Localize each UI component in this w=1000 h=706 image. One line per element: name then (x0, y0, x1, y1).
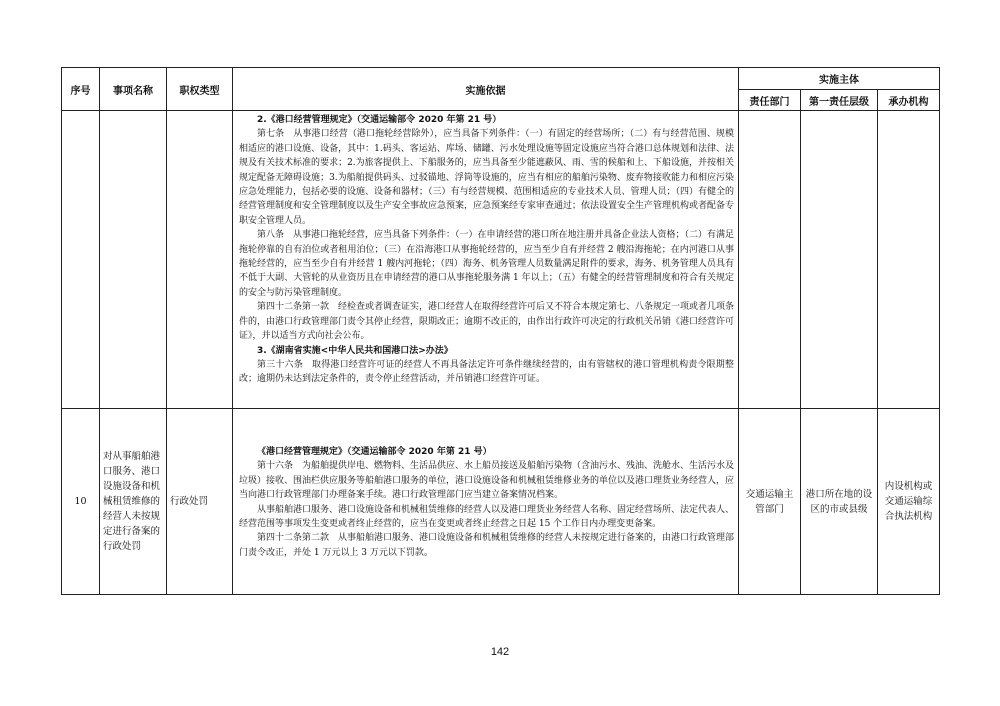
header-resp-dept: 责任部门 (739, 90, 801, 111)
header-basis: 实施依据 (233, 68, 739, 111)
row2-seq: 10 (62, 409, 100, 595)
header-seq: 序号 (62, 68, 100, 111)
header-subject: 实施主体 (739, 68, 940, 90)
row2-first-level: 港口所在地的设区的市或县级 (801, 409, 878, 595)
row2-resp-dept: 交通运输主管部门 (739, 409, 801, 595)
row1-article-42: 第四十二条第一款 经检查或者调查证实，港口经营人在取得经营许可后又不符合本规定第七、八条规定一项或者几项条件的，由港口行政管理部门责令其停止经营，限期改正；逾期不改正的，由作出行政许可决定的行政机关吊销《港口经营许可证》，并以适当方式向社会公布。 (239, 302, 735, 342)
row1-seq-cell (62, 111, 100, 409)
row2-power-type: 行政处罚 (167, 409, 233, 595)
row2-article-16: 第十六条 为船舶提供岸电、燃物料、生活品供应、水上船员接送及船舶污染物（含油污水、残油、洗舱水、生活污水及垃圾）接收、围油栏供应服务等船舶港口服务的单位，港口设施设备和机械租赁维修业务的单位以及港口理货业务经营人，应当向港口行政管理部门办理备案手续。港口行政管理部门应当建立备案情况档案。 (239, 461, 735, 501)
row1-section-3-title: 3.《湖南省实施<中华人民共和国港口法>办法》 (257, 345, 453, 356)
row1-first-level-cell (801, 111, 878, 409)
enforcement-table (61, 67, 940, 595)
header-item-name: 事项名称 (100, 68, 167, 111)
row1-item-name-cell (100, 111, 167, 409)
header-row-1 (62, 68, 940, 90)
row1-resp-dept-cell (739, 111, 801, 409)
table-row (62, 111, 940, 409)
row1-article-36: 第三十六条 取得港口经营许可证的经营人不再具备法定许可条件继续经营的，由有管辖权的港口管理机构责令限期整改；逾期仍未达到法定条件的，责令停止经营活动，并吊销港口经营许可证。 (239, 359, 734, 385)
page-number: 142 (490, 646, 510, 658)
row2-regulation-title: 《港口经营管理规定》（交通运输部令 2020 年第 21 号） (257, 446, 492, 457)
row1-article-7: 第七条 从事港口经营（港口拖轮经营除外），应当具备下列条件：（一）有固定的经营场所；（二）有与经营范围、规模相适应的港口设施、设备，其中：1.码头、客运站、库场、储罐、污水处理设施等固定设施应当符合港口总体规划和法律、法规及有关技术标准的要求；2.为旅客提供上、下船服务的，应当具备至少能遮蔽风、雨、雪的候船和上、下船设施，并按相关规定配备无障碍设施；3.为船舶提供码头、过驳锚地、浮筒等设施的，应当有相应的船舶污染物、废弃物接收能力和相应污染应急处理能力，包括必要的设施、设备和器材；（三）有与经营规模、范围相适应的专业技术人员、管理人员；（四）有健全的经营管理制度和安全管理制度以及生产安全事故应急预案，应急预案经专家审查通过；依法设置安全生产管理机构或者配备专职安全管理人员。 (239, 129, 735, 226)
table-row (62, 409, 940, 595)
row1-section-2-title: 2.《港口经营管理规定》（交通运输部令 2020 年第 21 号） (257, 115, 502, 125)
row1-power-type-cell (167, 111, 233, 409)
header-handling-org: 承办机构 (878, 90, 940, 111)
row2-article-42: 第四十二条第二款 从事船舶港口服务、港口设施设备和机械租赁维修的经营人未按规定进行备案的，由港口行政管理部门责令改正，并处 1 万元以上 3 万元以下罚款。 (239, 533, 735, 558)
row2-article-16-cont: 从事船舶港口服务、港口设施设备和机械租赁维修的经营人以及港口理货业务经营人名称、固定经营场所、法定代表人、经营范围等事项发生变更或者终止经营的，应当在变更或者终止经营之日起 15 个工作日内办理变更备案。 (239, 504, 735, 529)
header-first-level: 第一责任层级 (801, 90, 878, 111)
row1-basis-cell (233, 111, 739, 409)
row2-basis-cell (233, 409, 739, 595)
row2-handling-org: 内设机构或交通运输综合执法机构 (878, 409, 940, 595)
row2-item-name: 对从事船舶港口服务、港口设施设备和机械租赁维修的经营人未按规定进行备案的行政处罚 (100, 409, 167, 595)
row1-article-8: 第八条 从事港口拖轮经营，应当具备下列条件：（一）在申请经营的港口所在地注册并具备企业法人资格；（二）有满足拖轮停靠的自有泊位或者租用泊位；（三）在沿海港口从事拖轮经营的，应当至少自有并经营 2 艘沿海拖轮；在内河港口从事拖轮经营的，应当至少自有并经营 1 艘内河拖轮；（四）海务、机务管理人员数量满足附件的要求，海务、机务管理人员具有不低于大副、大管轮的从业资历且在申请经营的港口从事拖轮服务满 1 年以上；（五）有健全的经营管理制度和符合有关规定的安全与防污染管理制度。 (239, 230, 735, 298)
row1-handling-org-cell (878, 111, 940, 409)
header-power-type: 职权类型 (167, 68, 233, 111)
